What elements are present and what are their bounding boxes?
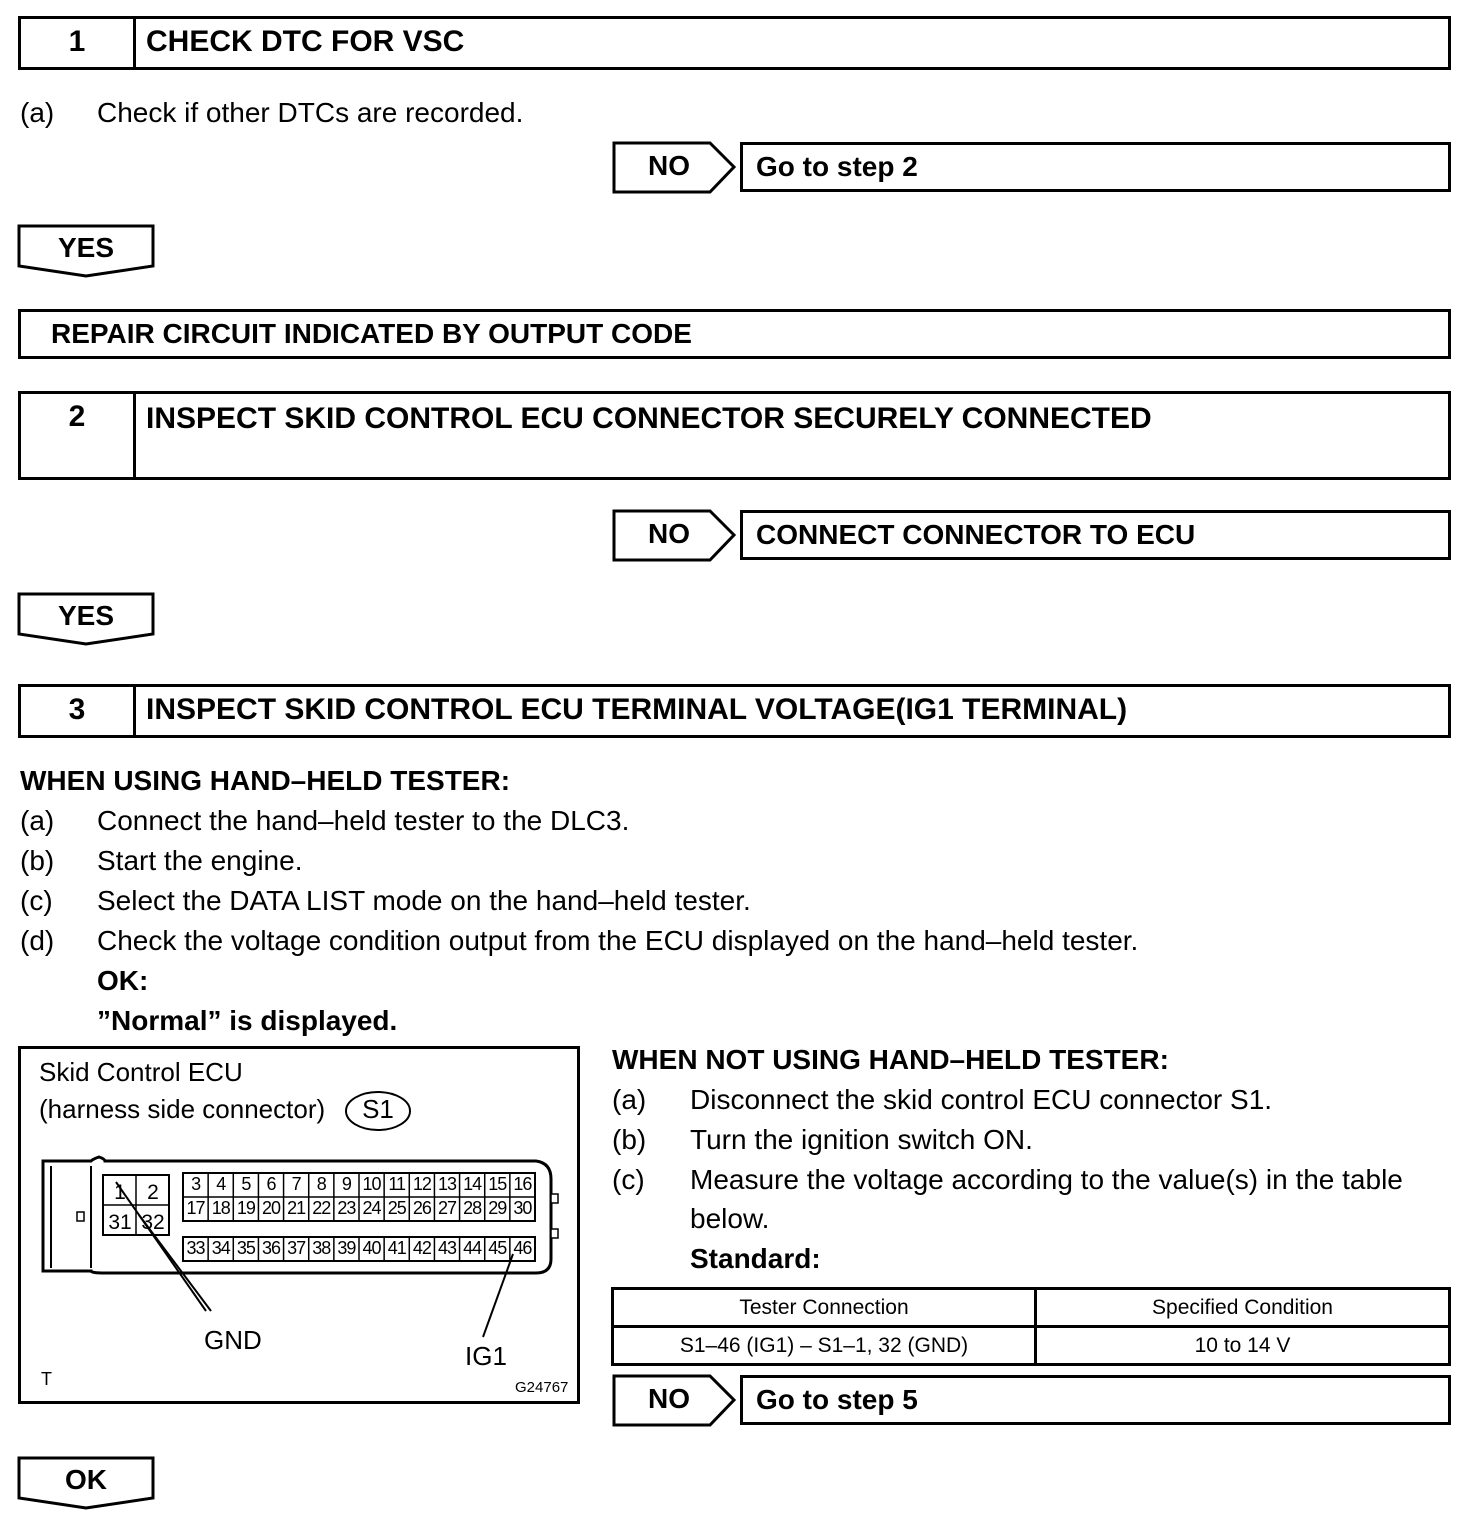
pin-number: 10 — [362, 1174, 381, 1194]
pin-number: 33 — [186, 1238, 205, 1258]
standard-label: Standard: — [690, 1243, 821, 1274]
step-number: 2 — [21, 394, 136, 477]
pin-number: 32 — [141, 1211, 165, 1234]
no-result-box: CONNECT CONNECTOR TO ECU — [740, 510, 1451, 560]
diagram-title: Skid Control ECU — [39, 1057, 243, 1087]
item-text: Measure the voltage according to the value(s) in the table — [690, 1164, 1403, 1195]
pin-number: 31 — [108, 1211, 132, 1234]
hand-held-heading: WHEN USING HAND–HELD TESTER: — [20, 765, 511, 796]
standard-table — [611, 1287, 1451, 1366]
pin-number: 9 — [341, 1174, 351, 1194]
step-3-header — [18, 684, 1451, 738]
step-number: 3 — [21, 687, 136, 735]
pin-number: 27 — [437, 1198, 456, 1218]
no-label: NO — [648, 150, 690, 181]
repair-box: REPAIR CIRCUIT INDICATED BY OUTPUT CODE — [18, 309, 1451, 359]
pin-number: 44 — [463, 1238, 482, 1258]
item-text: Check if other DTCs are recorded. — [97, 97, 524, 128]
pin-number: 13 — [437, 1174, 456, 1194]
pin-number: 39 — [337, 1238, 356, 1258]
pin-number: 21 — [287, 1198, 306, 1218]
pin-number: 16 — [513, 1174, 532, 1194]
item-label: (a) — [20, 805, 55, 836]
item-text: Disconnect the skid control ECU connector S1. — [690, 1084, 1273, 1115]
pin-number: 29 — [488, 1198, 507, 1218]
no-label: NO — [648, 518, 690, 549]
no-label: NO — [648, 1383, 690, 1414]
pin-number: 38 — [312, 1238, 331, 1258]
table-cell: S1–46 (IG1) – S1–1, 32 (GND) — [613, 1327, 1036, 1365]
ok-value: ”Normal” is displayed. — [97, 1005, 398, 1036]
pin-number: 28 — [463, 1198, 482, 1218]
item-label: (c) — [20, 885, 53, 916]
yes-label: YES — [57, 600, 115, 631]
ok-button-label: OK — [65, 1464, 107, 1495]
pin-number: 5 — [241, 1174, 251, 1194]
table-header: Specified Condition — [1036, 1289, 1450, 1327]
pin-number: 7 — [291, 1174, 301, 1194]
step-title: INSPECT SKID CONTROL ECU CONNECTOR SECURELY CONNECTED — [146, 402, 1152, 435]
item-text-continued: below. — [690, 1203, 770, 1234]
no-result-box: Go to step 5 — [740, 1375, 1451, 1425]
pin-number: 22 — [312, 1198, 331, 1218]
item-label: (c) — [612, 1164, 645, 1195]
item-text: Check the voltage condition output from the ECU displayed on the hand–held tester. — [97, 925, 1139, 956]
pin-number: 18 — [211, 1198, 230, 1218]
table-header-row — [613, 1289, 1450, 1327]
pin-number: 8 — [316, 1174, 326, 1194]
pin-number: 20 — [261, 1198, 280, 1218]
item-label: (a) — [612, 1084, 647, 1115]
pin-number: 12 — [412, 1174, 431, 1194]
pin-number: 2 — [147, 1181, 159, 1204]
item-text: Turn the ignition switch ON. — [690, 1124, 1033, 1155]
ig1-label: IG1 — [465, 1341, 507, 1371]
pin-number: 42 — [412, 1238, 431, 1258]
pin-number: 4 — [216, 1174, 226, 1194]
pin-number: 40 — [362, 1238, 381, 1258]
pin-number: 34 — [211, 1238, 230, 1258]
pin-number: 6 — [266, 1174, 276, 1194]
table-header: Tester Connection — [613, 1289, 1036, 1327]
connector-id: S1 — [362, 1094, 394, 1124]
step-title: INSPECT SKID CONTROL ECU TERMINAL VOLTAGE(IG1 TERMINAL) — [146, 693, 1128, 726]
no-result-box: Go to step 2 — [740, 142, 1451, 192]
pin-number: 19 — [236, 1198, 255, 1218]
pin-number: 15 — [488, 1174, 507, 1194]
figure-code: G24767 — [515, 1379, 569, 1396]
diagram-subtitle: (harness side connector) — [39, 1094, 326, 1124]
item-text: Start the engine. — [97, 845, 303, 876]
item-text: Select the DATA LIST mode on the hand–held tester. — [97, 885, 751, 916]
pin-number: 11 — [388, 1174, 406, 1194]
pin-number: 46 — [513, 1238, 532, 1258]
pin-number: 36 — [261, 1238, 280, 1258]
pin-number: 41 — [387, 1238, 406, 1258]
step-title: CHECK DTC FOR VSC — [146, 25, 465, 58]
yes-label: YES — [57, 232, 115, 263]
pin-number: 1 — [114, 1181, 126, 1204]
pin-number: 26 — [412, 1198, 431, 1218]
item-label: (b) — [612, 1124, 647, 1155]
table-cell: 10 to 14 V — [1036, 1327, 1450, 1365]
pin-number: 35 — [236, 1238, 255, 1258]
pin-number: 37 — [287, 1238, 306, 1258]
pin-number: 24 — [362, 1198, 381, 1218]
pin-number: 3 — [191, 1174, 201, 1194]
step-number: 1 — [21, 19, 136, 67]
item-label: (d) — [20, 925, 55, 956]
pin-number: 30 — [513, 1198, 532, 1218]
pin-number: 23 — [337, 1198, 356, 1218]
table-row — [613, 1327, 1450, 1365]
pin-number: 45 — [488, 1238, 507, 1258]
ok-label: OK: — [97, 965, 149, 996]
pin-number: 25 — [387, 1198, 406, 1218]
corner-mark: T — [41, 1369, 52, 1389]
gnd-label: GND — [204, 1325, 262, 1355]
no-tester-heading: WHEN NOT USING HAND–HELD TESTER: — [612, 1044, 1169, 1075]
item-label: (a) — [20, 97, 55, 128]
pin-number: 14 — [463, 1174, 482, 1194]
connector-diagram — [18, 1046, 580, 1404]
pin-number: 17 — [186, 1198, 205, 1218]
item-text: Connect the hand–held tester to the DLC3. — [97, 805, 630, 836]
pin-number: 43 — [437, 1238, 456, 1258]
step-2-header — [18, 391, 1451, 480]
item-label: (b) — [20, 845, 55, 876]
step-1-header — [18, 16, 1451, 70]
